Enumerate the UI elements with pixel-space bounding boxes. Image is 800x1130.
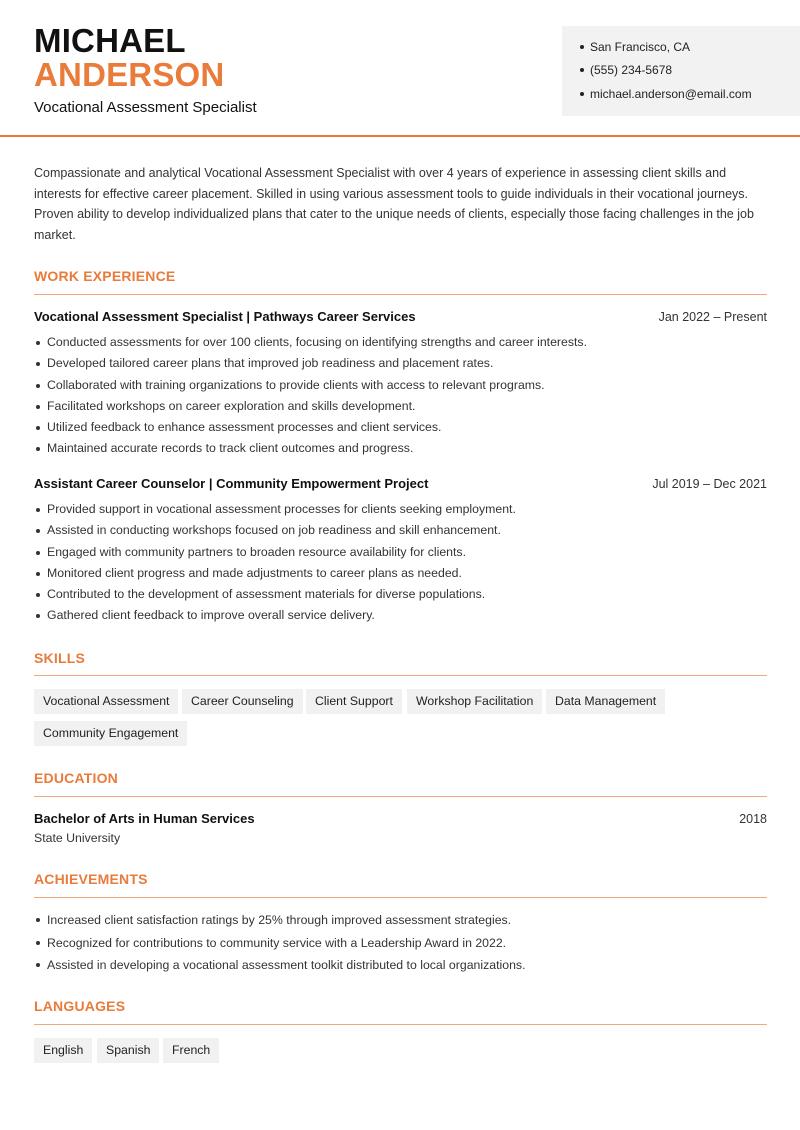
- summary-paragraph: Compassionate and analytical Vocational Assessment Specialist with over 4 years of experience in assessing client skills and interests for effective career placement. Skilled in using various assessment tools to guide individuals in their vocational journeys. Proven ability to develop individualized plans that cater to the unique needs of clients, especially those facing challenges in the job market.: [34, 166, 754, 242]
- language-chip: French: [163, 1038, 219, 1063]
- job-bullets: [34, 499, 767, 627]
- list-item: Contributed to the development of assessment materials for diverse populations.: [34, 584, 767, 605]
- list-item: Recognized for contributions to community service with a Leadership Award in 2022.: [34, 932, 767, 955]
- job-title: Vocational Assessment Specialist: [34, 99, 257, 116]
- job-role: Vocational Assessment Specialist | Pathways Career Services: [34, 309, 416, 324]
- phone-text: (555) 234-5678: [590, 63, 673, 77]
- achievements-list: [34, 909, 767, 977]
- list-item: Gathered client feedback to improve overall service delivery.: [34, 605, 767, 626]
- resume-header: [0, 0, 800, 137]
- job-header: [34, 309, 767, 324]
- contact-email[interactable]: [580, 87, 752, 101]
- section-title-achievements: ACHIEVEMENTS: [34, 871, 148, 887]
- list-item: Assisted in developing a vocational assessment toolkit distributed to local organizations.: [34, 954, 767, 977]
- language-chip: Spanish: [97, 1038, 159, 1063]
- list-item: Developed tailored career plans that improved job readiness and placement rates.: [34, 353, 767, 374]
- list-item: Facilitated workshops on career exploration and skills development.: [34, 396, 767, 417]
- list-item: Engaged with community partners to broaden resource availability for clients.: [34, 542, 767, 563]
- section-title-languages: LANGUAGES: [34, 998, 126, 1014]
- job-dates: Jan 2022 – Present: [658, 310, 767, 324]
- language-chip: English: [34, 1038, 92, 1063]
- education-school: State University: [34, 831, 121, 845]
- section-title-skills: SKILLS: [34, 650, 85, 666]
- skill-chip: Community Engagement: [34, 721, 187, 746]
- skill-chip: Workshop Facilitation: [407, 689, 542, 714]
- bullet-icon: [580, 45, 584, 49]
- list-item: Collaborated with training organizations to provide clients with access to relevant programs.: [34, 375, 767, 396]
- section-title-work: WORK EXPERIENCE: [34, 268, 176, 284]
- contact-location: [580, 40, 690, 54]
- list-item: Provided support in vocational assessment processes for clients seeking employment.: [34, 499, 767, 520]
- skill-chip: Vocational Assessment: [34, 689, 178, 714]
- location-text: San Francisco, CA: [590, 40, 691, 54]
- skill-chip: Data Management: [546, 689, 665, 714]
- section-divider: [34, 675, 767, 676]
- section-divider: [34, 1024, 767, 1025]
- job-dates: Jul 2019 – Dec 2021: [652, 477, 767, 491]
- contact-phone: [580, 63, 672, 77]
- list-item: Increased client satisfaction ratings by 25% through improved assessment strategies.: [34, 909, 767, 932]
- skill-chip: Client Support: [306, 689, 402, 714]
- section-divider: [34, 796, 767, 797]
- list-item: Assisted in conducting workshops focused on job readiness and skill enhancement.: [34, 520, 767, 541]
- section-divider: [34, 897, 767, 898]
- list-item: Maintained accurate records to track client outcomes and progress.: [34, 438, 767, 459]
- bullet-icon: [580, 92, 584, 96]
- education-row: [34, 811, 767, 826]
- bullet-icon: [580, 68, 584, 72]
- job-bullets: [34, 332, 767, 460]
- first-name: MICHAEL: [34, 22, 186, 59]
- section-divider: [34, 294, 767, 295]
- last-name: ANDERSON: [34, 56, 225, 93]
- list-item: Conducted assessments for over 100 clients, focusing on identifying strengths and career interests.: [34, 332, 767, 353]
- contact-box: [562, 26, 800, 116]
- job-role: Assistant Career Counselor | Community Empowerment Project: [34, 476, 429, 491]
- education-year: 2018: [739, 812, 767, 826]
- list-item: Utilized feedback to enhance assessment processes and client services.: [34, 417, 767, 438]
- email-link[interactable]: michael.anderson@email.com: [590, 87, 752, 101]
- education-degree: Bachelor of Arts in Human Services: [34, 811, 255, 826]
- list-item: Monitored client progress and made adjustments to career plans as needed.: [34, 563, 767, 584]
- job-header: [34, 476, 767, 491]
- section-title-education: EDUCATION: [34, 770, 118, 786]
- skill-chip: Career Counseling: [182, 689, 303, 714]
